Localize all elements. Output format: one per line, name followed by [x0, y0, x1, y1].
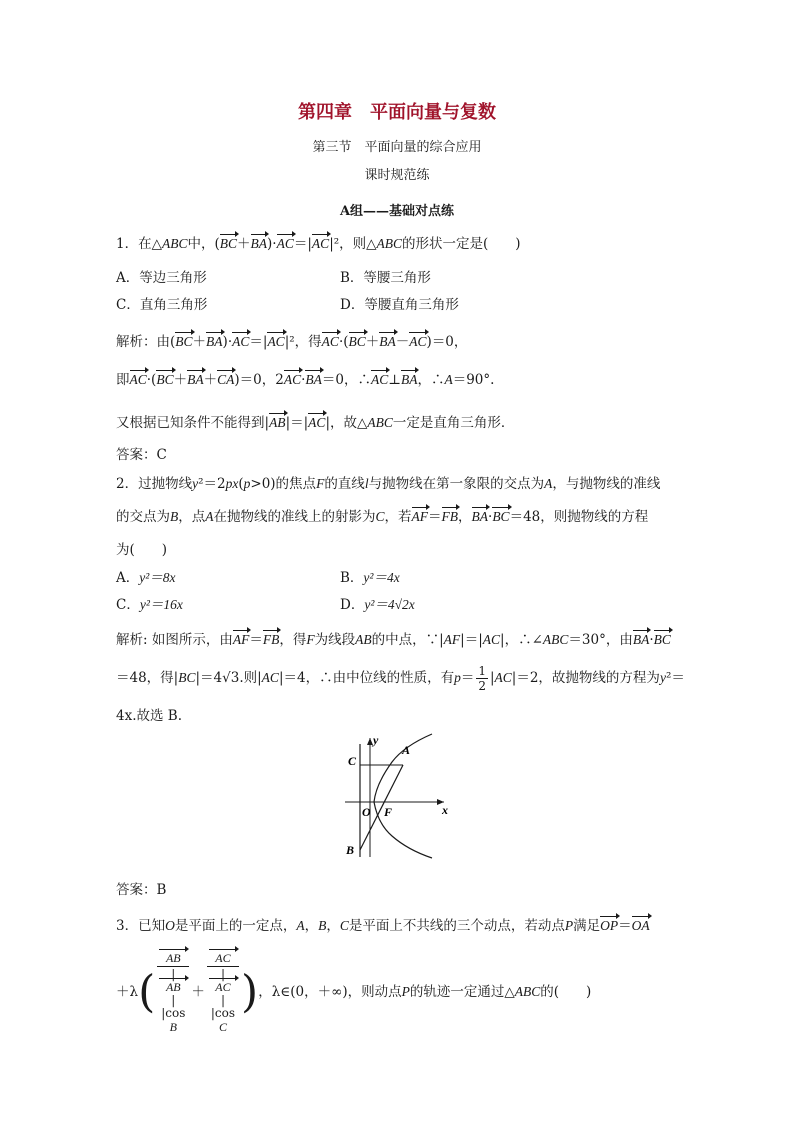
q1-answer: 答案：C	[116, 447, 167, 463]
q3-stem-line-2: ＋λ( AB | AB | |cos B ＋ AC | AC | |cos C )，λ∈(0，＋∞)，则动点P的轨迹一定通过△ABC的( )	[116, 951, 592, 1034]
q2-option-d: D．y²＝4√2x	[340, 597, 415, 613]
page-subtitle: 课时规范练	[364, 168, 430, 183]
label-A: A	[402, 743, 411, 757]
group-heading: A组——基础对点练	[339, 204, 455, 219]
section-title: 第三节 平面向量的综合应用	[312, 140, 482, 155]
label-x: x	[442, 803, 448, 817]
q2-solution-line-3: 4x.故选 B.	[116, 708, 182, 724]
q2-solution-line-1: 解析: 如图所示，由AF＝FB，得F为线段AB的中点，∵|AF|＝|AC|，∴∠ABC＝30°，由BA·BC	[116, 632, 671, 648]
q1-option-d: D．等腰直角三角形	[340, 297, 459, 313]
q3-stem-line-1: 3．已知O是平面上的一定点，A，B，C是平面上不共线的三个动点，若动点P满足OP＝OA	[116, 918, 650, 934]
q2-option-b: B．y²＝4x	[340, 570, 400, 586]
q1-solution-line-2: 即AC·(BC＋BA＋CA)＝0，2AC·BA＝0，∴AC⊥BA，∴A＝90°.	[116, 372, 495, 388]
label-y: y	[373, 733, 379, 747]
q2-stem-line-1: 2．过抛物线y²＝2px(p>0)的焦点F的直线l与抛物线在第一象限的交点为A，与抛物线的准线	[116, 476, 661, 492]
q2-answer: 答案：B	[116, 882, 167, 898]
q1-option-a: A．等边三角形	[116, 270, 207, 286]
label-C: C	[348, 754, 357, 768]
q1-option-b: B．等腰三角形	[340, 270, 431, 286]
parabola-figure	[340, 732, 460, 862]
q2-solution-line-2: ＝48，得|BC|＝4√3.则|AC|＝4，∴由中位线的性质，有p＝ $\frac{1}{2}$ |AC|＝2，故抛物线的方程为y²＝	[116, 664, 685, 693]
q2-option-c: C．y²＝16x	[116, 597, 183, 613]
chapter-title: 第四章 平面向量与复数	[298, 102, 496, 123]
q2-stem-line-3: 为( )	[116, 542, 168, 558]
label-B: B	[346, 843, 355, 857]
q1-stem: 1．在△ABC中，(BC＋BA)·AC＝|AC|²，则△ABC的形状一定是( )	[116, 236, 521, 252]
q2-stem-line-2: 的交点为B，点A在抛物线的准线上的射影为C，若AF＝FB，BA·BC＝48，则抛物线的方程	[116, 509, 649, 525]
q2-option-a: A．y²＝8x	[116, 570, 176, 586]
q1-solution-line-3: 又根据已知条件不能得到|AB|＝|AC|，故△ABC一定是直角三角形．	[116, 415, 515, 431]
label-O: O	[362, 805, 371, 819]
q1-option-c: C．直角三角形	[116, 297, 208, 313]
q1-solution-line-1: 解析：由(BC＋BA)·AC＝|AC|²，得AC·(BC＋BA－AC)＝0，	[116, 334, 468, 350]
label-F: F	[384, 805, 393, 819]
